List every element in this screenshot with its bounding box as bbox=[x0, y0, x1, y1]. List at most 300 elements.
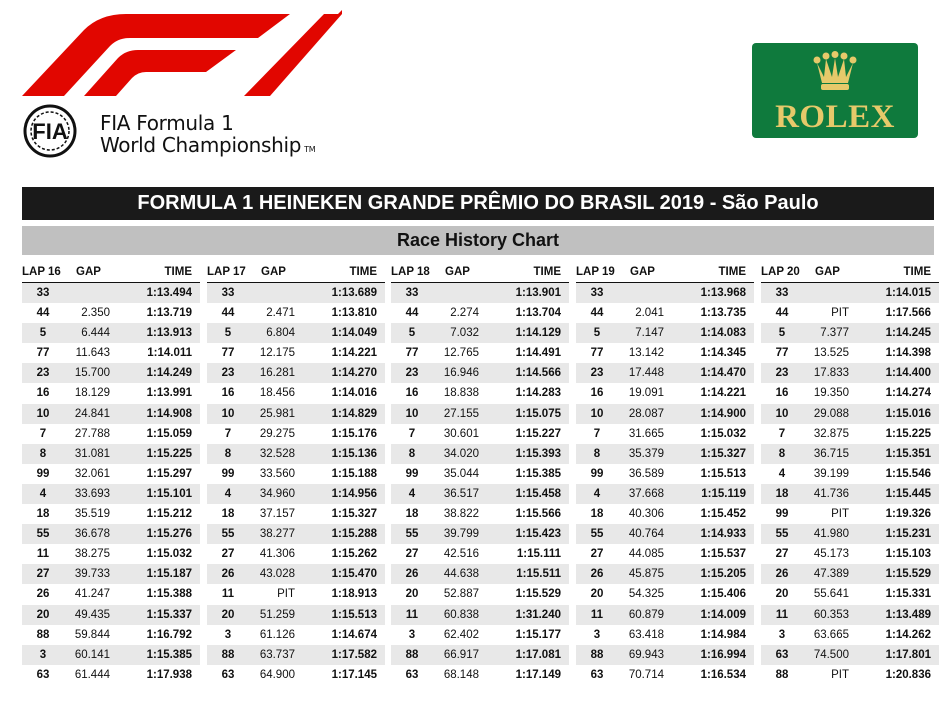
table-row bbox=[391, 444, 569, 464]
car-number: 20 bbox=[775, 588, 789, 601]
lap-time: 1:17.938 bbox=[146, 668, 192, 681]
car-number: 44 bbox=[405, 307, 419, 320]
lap-time: 1:15.297 bbox=[146, 467, 192, 480]
table-row bbox=[761, 665, 939, 685]
fia-logo bbox=[22, 104, 98, 158]
car-number: 44 bbox=[775, 307, 789, 320]
table-row bbox=[207, 363, 385, 383]
car-number: 63 bbox=[221, 668, 235, 681]
lap-time: 1:15.231 bbox=[885, 528, 931, 541]
car-number: 7 bbox=[408, 427, 416, 440]
gap-value: 32.061 bbox=[74, 467, 110, 480]
lap-table bbox=[22, 262, 200, 685]
car-number: 77 bbox=[405, 347, 419, 360]
lap-time: 1:13.489 bbox=[885, 608, 931, 621]
lap-time: 1:16.994 bbox=[700, 648, 746, 661]
gap-value: 40.764 bbox=[628, 528, 664, 541]
gap-value: 39.199 bbox=[813, 467, 849, 480]
gap-value: 6.804 bbox=[266, 327, 295, 340]
car-number: 44 bbox=[36, 307, 50, 320]
car-number: 55 bbox=[221, 528, 235, 541]
table-row bbox=[576, 605, 754, 625]
table-row bbox=[22, 383, 200, 403]
table-row bbox=[576, 343, 754, 363]
gap-value: 63.737 bbox=[259, 648, 295, 661]
gap-column-header: GAP bbox=[261, 266, 286, 278]
time-column-header: TIME bbox=[903, 266, 931, 278]
table-row bbox=[207, 605, 385, 625]
lap-time: 1:15.101 bbox=[146, 487, 192, 500]
car-number: 99 bbox=[36, 467, 50, 480]
gap-column-header: GAP bbox=[445, 266, 470, 278]
time-column-header: TIME bbox=[533, 266, 561, 278]
lap-time: 1:14.900 bbox=[700, 407, 746, 420]
car-number: 27 bbox=[405, 548, 419, 561]
table-row bbox=[761, 343, 939, 363]
gap-value: 7.147 bbox=[635, 327, 664, 340]
gap-column-header: GAP bbox=[76, 266, 101, 278]
gap-value: 41.247 bbox=[74, 588, 110, 601]
lap-time: 1:13.689 bbox=[331, 287, 377, 299]
lap-table-header bbox=[761, 262, 939, 282]
table-row bbox=[22, 645, 200, 665]
car-number: 20 bbox=[221, 608, 235, 621]
table-row bbox=[207, 383, 385, 403]
car-number: 27 bbox=[590, 548, 604, 561]
lap-time: 1:15.205 bbox=[700, 568, 746, 581]
table-row bbox=[576, 323, 754, 343]
lap-time: 1:31.240 bbox=[515, 608, 561, 621]
gap-value: 38.822 bbox=[443, 508, 479, 521]
lap-table-header bbox=[391, 262, 569, 282]
lap-time: 1:13.991 bbox=[146, 387, 192, 400]
table-row bbox=[22, 404, 200, 424]
table-row bbox=[576, 544, 754, 564]
gap-value: 69.943 bbox=[628, 648, 664, 661]
lap-table-body bbox=[576, 282, 754, 685]
table-row bbox=[576, 383, 754, 403]
lap-label: LAP 20 bbox=[761, 266, 800, 278]
car-number: 33 bbox=[221, 287, 235, 299]
gap-value: PIT bbox=[831, 668, 849, 681]
gap-value: 63.665 bbox=[813, 628, 849, 641]
gap-value: 38.277 bbox=[259, 528, 295, 541]
time-column-header: TIME bbox=[718, 266, 746, 278]
car-number: 77 bbox=[36, 347, 50, 360]
lap-time: 1:15.452 bbox=[700, 508, 746, 521]
car-number: 44 bbox=[221, 307, 235, 320]
gap-value: 19.091 bbox=[628, 387, 664, 400]
gap-value: 47.389 bbox=[813, 568, 849, 581]
table-row bbox=[22, 584, 200, 604]
car-number: 26 bbox=[590, 568, 604, 581]
lap-time: 1:15.103 bbox=[885, 548, 931, 561]
lap-time: 1:14.009 bbox=[700, 608, 746, 621]
car-number: 55 bbox=[590, 528, 604, 541]
lap-time: 1:15.337 bbox=[146, 608, 192, 621]
car-number: 8 bbox=[778, 447, 786, 460]
lap-time: 1:15.393 bbox=[515, 447, 561, 460]
table-row bbox=[22, 484, 200, 504]
car-number: 3 bbox=[778, 628, 786, 641]
table-row bbox=[391, 605, 569, 625]
car-number: 26 bbox=[221, 568, 235, 581]
table-row bbox=[207, 564, 385, 584]
lap-time: 1:14.011 bbox=[147, 347, 192, 360]
lap-table-header bbox=[576, 262, 754, 282]
gap-column-header: GAP bbox=[815, 266, 840, 278]
lap-time: 1:14.984 bbox=[700, 628, 746, 641]
table-row bbox=[207, 645, 385, 665]
table-row bbox=[207, 283, 385, 303]
car-number: 20 bbox=[590, 588, 604, 601]
table-row bbox=[22, 665, 200, 685]
gap-value bbox=[618, 283, 664, 303]
fia-logo-text: FIA bbox=[32, 119, 68, 144]
table-row bbox=[576, 424, 754, 444]
gap-value: 60.141 bbox=[74, 648, 110, 661]
lap-time: 1:13.704 bbox=[515, 307, 561, 320]
lap-time: 1:14.283 bbox=[515, 387, 561, 400]
gap-value: 61.444 bbox=[74, 668, 110, 681]
lap-time: 1:15.111 bbox=[516, 548, 561, 561]
lap-table bbox=[576, 262, 754, 685]
gap-value: 2.274 bbox=[450, 307, 479, 320]
table-row bbox=[576, 363, 754, 383]
gap-value: 44.638 bbox=[443, 568, 479, 581]
car-number: 8 bbox=[39, 447, 47, 460]
lap-table bbox=[761, 262, 939, 685]
gap-value: 12.765 bbox=[443, 347, 479, 360]
lap-time: 1:14.491 bbox=[515, 347, 561, 360]
gap-value: 41.980 bbox=[813, 528, 849, 541]
lap-time: 1:14.016 bbox=[331, 387, 377, 400]
lap-time: 1:15.176 bbox=[331, 427, 377, 440]
brand-line-1: FIA Formula 1 bbox=[100, 111, 234, 135]
gap-value: PIT bbox=[831, 508, 849, 521]
lap-time: 1:14.674 bbox=[331, 628, 377, 641]
gap-value: 36.678 bbox=[74, 528, 110, 541]
lap-time: 1:15.327 bbox=[700, 447, 746, 460]
car-number: 63 bbox=[36, 668, 50, 681]
gap-value: 27.788 bbox=[74, 427, 110, 440]
table-row bbox=[391, 303, 569, 323]
gap-value: 36.517 bbox=[443, 487, 479, 500]
gap-value: 54.325 bbox=[628, 588, 664, 601]
lap-time: 1:15.445 bbox=[885, 487, 931, 500]
lap-time: 1:15.177 bbox=[515, 628, 561, 641]
lap-time: 1:15.187 bbox=[146, 568, 192, 581]
brand-line-2 bbox=[100, 134, 315, 161]
lap-time: 1:15.075 bbox=[515, 407, 561, 420]
gap-value: 60.353 bbox=[813, 608, 849, 621]
gap-value: 17.833 bbox=[813, 367, 849, 380]
gap-value: 37.157 bbox=[259, 508, 295, 521]
lap-time: 1:15.406 bbox=[700, 588, 746, 601]
table-row bbox=[761, 404, 939, 424]
gap-value bbox=[433, 283, 479, 303]
lap-time: 1:13.735 bbox=[700, 307, 746, 320]
lap-time: 1:15.511 bbox=[516, 568, 561, 581]
car-number: 55 bbox=[405, 528, 419, 541]
gap-value: 31.665 bbox=[628, 427, 664, 440]
table-row bbox=[761, 323, 939, 343]
table-row bbox=[391, 504, 569, 524]
lap-time: 1:15.546 bbox=[885, 467, 931, 480]
car-number: 4 bbox=[778, 467, 786, 480]
gap-value: 34.960 bbox=[259, 487, 295, 500]
gap-value: 68.148 bbox=[443, 668, 479, 681]
gap-value: 17.448 bbox=[628, 367, 664, 380]
table-row bbox=[576, 404, 754, 424]
gap-value: 16.946 bbox=[443, 367, 479, 380]
table-row bbox=[391, 343, 569, 363]
lap-time: 1:15.513 bbox=[700, 467, 746, 480]
gap-value: 27.155 bbox=[443, 407, 479, 420]
car-number: 4 bbox=[593, 487, 601, 500]
car-number: 27 bbox=[36, 568, 50, 581]
lap-time: 1:15.529 bbox=[885, 568, 931, 581]
lap-time: 1:15.212 bbox=[146, 508, 192, 521]
table-row bbox=[391, 544, 569, 564]
car-number: 11 bbox=[775, 608, 789, 621]
gap-value: 60.879 bbox=[628, 608, 664, 621]
lap-time: 1:14.245 bbox=[885, 327, 931, 340]
car-number: 27 bbox=[221, 548, 235, 561]
lap-time: 1:14.221 bbox=[700, 387, 746, 400]
car-number: 26 bbox=[405, 568, 419, 581]
lap-time: 1:14.262 bbox=[885, 628, 931, 641]
gap-value: 2.041 bbox=[635, 307, 664, 320]
lap-time: 1:13.719 bbox=[146, 307, 192, 320]
gap-value: 35.044 bbox=[443, 467, 479, 480]
car-number: 16 bbox=[405, 387, 419, 400]
gap-value: 60.838 bbox=[443, 608, 479, 621]
car-number: 7 bbox=[593, 427, 601, 440]
gap-value: 12.175 bbox=[259, 347, 295, 360]
gap-value: 40.306 bbox=[628, 508, 664, 521]
lap-time: 1:15.423 bbox=[515, 528, 561, 541]
table-row bbox=[22, 363, 200, 383]
lap-table bbox=[391, 262, 569, 685]
table-row bbox=[391, 564, 569, 584]
gap-value: 52.887 bbox=[443, 588, 479, 601]
lap-table-header bbox=[22, 262, 200, 282]
table-row bbox=[576, 283, 754, 303]
lap-table-body bbox=[761, 282, 939, 685]
table-row bbox=[761, 625, 939, 645]
race-title: FORMULA 1 HEINEKEN GRANDE PRÊMIO DO BRASIL 2019 - São Paulo bbox=[22, 187, 934, 220]
gap-value: 59.844 bbox=[74, 628, 110, 641]
table-row bbox=[391, 383, 569, 403]
car-number: 44 bbox=[590, 307, 604, 320]
f1-logo bbox=[22, 10, 342, 96]
table-row bbox=[207, 484, 385, 504]
table-row bbox=[391, 424, 569, 444]
table-row bbox=[22, 444, 200, 464]
crown-icon bbox=[810, 51, 860, 93]
table-row bbox=[207, 584, 385, 604]
lap-time: 1:15.385 bbox=[146, 648, 192, 661]
table-row bbox=[207, 404, 385, 424]
table-row bbox=[391, 404, 569, 424]
gap-value: 31.081 bbox=[74, 447, 110, 460]
lap-time: 1:16.534 bbox=[700, 668, 746, 681]
car-number: 18 bbox=[775, 487, 789, 500]
car-number: 8 bbox=[408, 447, 416, 460]
table-row bbox=[761, 424, 939, 444]
table-row bbox=[761, 605, 939, 625]
gap-value: 66.917 bbox=[443, 648, 479, 661]
lap-time: 1:14.933 bbox=[700, 528, 746, 541]
gap-value: 29.088 bbox=[813, 407, 849, 420]
table-row bbox=[761, 363, 939, 383]
table-row bbox=[22, 323, 200, 343]
car-number: 77 bbox=[775, 347, 789, 360]
gap-value: 13.142 bbox=[628, 347, 664, 360]
lap-time: 1:15.032 bbox=[146, 548, 192, 561]
gap-value: 44.085 bbox=[628, 548, 664, 561]
lap-time: 1:14.398 bbox=[885, 347, 931, 360]
car-number: 7 bbox=[224, 427, 232, 440]
gap-value: 19.350 bbox=[813, 387, 849, 400]
lap-time: 1:15.537 bbox=[700, 548, 746, 561]
gap-value: 33.693 bbox=[74, 487, 110, 500]
table-row bbox=[22, 544, 200, 564]
car-number: 5 bbox=[778, 327, 786, 340]
lap-time: 1:13.913 bbox=[146, 327, 192, 340]
table-row bbox=[22, 625, 200, 645]
table-row bbox=[761, 383, 939, 403]
car-number: 99 bbox=[405, 467, 419, 480]
lap-time: 1:14.829 bbox=[331, 407, 377, 420]
gap-value: 18.838 bbox=[443, 387, 479, 400]
table-row bbox=[391, 484, 569, 504]
gap-value: 37.668 bbox=[628, 487, 664, 500]
lap-label: LAP 17 bbox=[207, 266, 246, 278]
table-row bbox=[22, 524, 200, 544]
gap-value: 6.444 bbox=[81, 327, 110, 340]
gap-value: 45.173 bbox=[813, 548, 849, 561]
lap-time: 1:14.345 bbox=[700, 347, 746, 360]
table-row bbox=[207, 444, 385, 464]
car-number: 18 bbox=[590, 508, 604, 521]
car-number: 3 bbox=[39, 648, 47, 661]
table-row bbox=[207, 504, 385, 524]
car-number: 99 bbox=[590, 467, 604, 480]
lap-time: 1:14.221 bbox=[331, 347, 377, 360]
table-row bbox=[207, 625, 385, 645]
car-number: 4 bbox=[224, 487, 232, 500]
car-number: 16 bbox=[36, 387, 50, 400]
trademark-mark: TM bbox=[304, 145, 316, 154]
lap-time: 1:14.249 bbox=[146, 367, 192, 380]
table-row bbox=[761, 564, 939, 584]
lap-time: 1:13.901 bbox=[515, 287, 561, 299]
car-number: 23 bbox=[775, 367, 789, 380]
car-number: 11 bbox=[221, 588, 235, 601]
table-row bbox=[391, 323, 569, 343]
lap-time: 1:14.566 bbox=[515, 367, 561, 380]
gap-value bbox=[64, 283, 110, 303]
car-number: 55 bbox=[775, 528, 789, 541]
gap-value: 15.700 bbox=[74, 367, 110, 380]
gap-value: 25.981 bbox=[259, 407, 295, 420]
car-number: 33 bbox=[775, 287, 789, 299]
table-row bbox=[576, 484, 754, 504]
table-row bbox=[576, 303, 754, 323]
lap-time: 1:17.582 bbox=[331, 648, 377, 661]
car-number: 88 bbox=[590, 648, 604, 661]
table-row bbox=[576, 584, 754, 604]
table-row bbox=[207, 464, 385, 484]
table-row bbox=[22, 504, 200, 524]
car-number: 10 bbox=[36, 407, 50, 420]
lap-time: 1:15.385 bbox=[515, 467, 561, 480]
gap-value: 45.875 bbox=[628, 568, 664, 581]
lap-time: 1:18.913 bbox=[331, 588, 377, 601]
table-row bbox=[761, 504, 939, 524]
gap-value: 51.259 bbox=[259, 608, 295, 621]
lap-time: 1:15.227 bbox=[515, 427, 561, 440]
car-number: 3 bbox=[593, 628, 601, 641]
gap-value: 42.516 bbox=[443, 548, 479, 561]
lap-time: 1:15.059 bbox=[146, 427, 192, 440]
gap-value: 7.032 bbox=[450, 327, 479, 340]
lap-time: 1:15.566 bbox=[515, 508, 561, 521]
table-row bbox=[22, 464, 200, 484]
car-number: 16 bbox=[221, 387, 235, 400]
car-number: 11 bbox=[36, 548, 50, 561]
table-row bbox=[207, 303, 385, 323]
car-number: 23 bbox=[36, 367, 50, 380]
gap-value: 41.736 bbox=[813, 487, 849, 500]
gap-value: 36.589 bbox=[628, 467, 664, 480]
lap-time: 1:15.513 bbox=[331, 608, 377, 621]
lap-time: 1:15.529 bbox=[515, 588, 561, 601]
lap-table-body bbox=[22, 282, 200, 685]
lap-time: 1:17.801 bbox=[885, 648, 931, 661]
rolex-sponsor-logo bbox=[752, 43, 918, 138]
gap-value: 61.126 bbox=[259, 628, 295, 641]
lap-label: LAP 19 bbox=[576, 266, 615, 278]
table-row bbox=[391, 665, 569, 685]
lap-time: 1:14.083 bbox=[700, 327, 746, 340]
car-number: 88 bbox=[405, 648, 419, 661]
gap-value: 39.733 bbox=[74, 568, 110, 581]
car-number: 63 bbox=[775, 648, 789, 661]
car-number: 33 bbox=[590, 287, 604, 299]
gap-value: 35.519 bbox=[74, 508, 110, 521]
table-row bbox=[391, 363, 569, 383]
brand-text bbox=[100, 112, 315, 161]
gap-value: 64.900 bbox=[259, 668, 295, 681]
table-row bbox=[22, 343, 200, 363]
car-number: 20 bbox=[36, 608, 50, 621]
lap-time: 1:15.327 bbox=[331, 508, 377, 521]
table-row bbox=[22, 564, 200, 584]
lap-table-body bbox=[207, 282, 385, 685]
table-row bbox=[207, 524, 385, 544]
gap-column-header: GAP bbox=[630, 266, 655, 278]
table-row bbox=[22, 424, 200, 444]
table-row bbox=[576, 665, 754, 685]
table-row bbox=[761, 464, 939, 484]
car-number: 88 bbox=[775, 668, 789, 681]
time-column-header: TIME bbox=[349, 266, 377, 278]
table-row bbox=[207, 323, 385, 343]
gap-value: 18.129 bbox=[74, 387, 110, 400]
